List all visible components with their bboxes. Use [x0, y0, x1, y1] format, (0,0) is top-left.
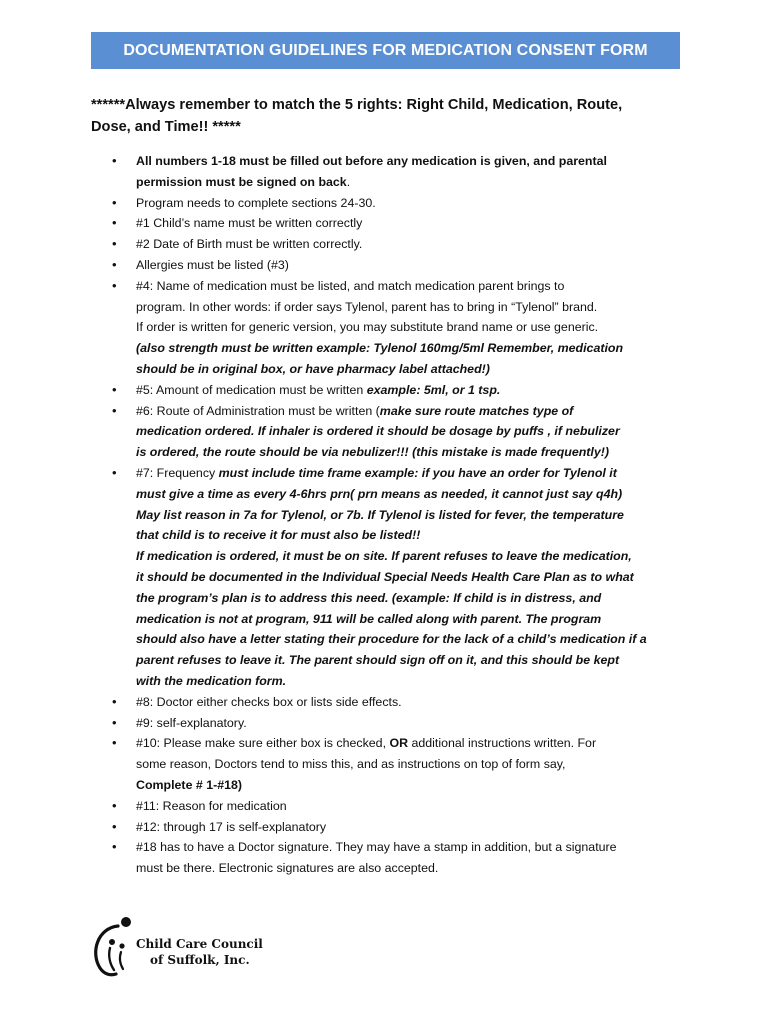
intro-rights-reminder [91, 94, 691, 138]
list-item [91, 255, 691, 276]
list-item-text: is ordered, the route should be via nebulizer!!! (this mistake is made frequently!) [136, 445, 609, 460]
list-item-text: • #4: Name of medication must be listed, and match medication parent brings to [136, 278, 565, 293]
list-item-text: #8: Doctor either checks box or lists side effects. [136, 694, 402, 709]
list-item-text: #6: Route of Administration must be written ( [136, 403, 380, 418]
list-item [91, 713, 691, 734]
list-item-text: that child is to receive it for must also be listed!! [136, 528, 421, 543]
list-item-text: medication is not at program, 911 will be called along with parent. The program [136, 611, 602, 626]
list-item [91, 234, 691, 255]
list-item-text: the program’s plan is to address this need. (example: If child is in distress, and [136, 590, 602, 605]
list-item-text: must include time frame example: if you have an order for Tylenol it [218, 465, 617, 480]
list-item-text: should also have a letter stating their procedure for the lack of a child’s medication if a [136, 632, 647, 647]
list-item [91, 463, 691, 692]
list-item-text: make sure route matches type of [379, 403, 574, 418]
list-item [91, 213, 691, 234]
list-item-text: #7: Frequency [136, 465, 219, 480]
list-item [91, 380, 691, 401]
list-item-text: Allergies must be listed (#3) [136, 257, 289, 272]
list-item [91, 151, 691, 193]
logo-line: Child Care Council [136, 937, 263, 951]
list-item-text: should be in original box, or have pharmacy label attached!) [136, 361, 490, 376]
list-item-text: permission must be signed on back [136, 174, 347, 189]
list-item-text: May list reason in 7a for Tylenol, or 7b. If Tylenol is listed for fever, the temperature [136, 507, 624, 522]
list-item [91, 692, 691, 713]
list-item [91, 817, 691, 838]
list-item [91, 837, 691, 879]
list-item-text: parent refuses to leave it. The parent should sign off on it, and this should be kept [136, 653, 620, 668]
list-item-text: with the medication form. [136, 673, 287, 688]
list-item-text: • All numbers 1-18 must be filled out before any medication is given, and parental [136, 154, 607, 168]
list-item-text: medication ordered. If inhaler is ordered it should be dosage by puffs , if nebulizer [136, 424, 620, 439]
list-item-text: • #18 has to have a Doctor signature. They may have a stamp in addition, but a signature [136, 840, 617, 855]
list-item [91, 733, 691, 795]
intro-line: Dose, and Time!! ***** [91, 119, 241, 135]
list-item-text: If medication is ordered, it must be on site. If parent refuses to leave the medication, [136, 549, 632, 564]
intro-line: ******Always remember to match the 5 rights: Right Child, Medication, Route, [91, 97, 623, 113]
list-item-text: (also strength must be written example: Tylenol 160mg/5ml Remember, medication [136, 341, 624, 356]
page-title: DOCUMENTATION GUIDELINES FOR MEDICATION CONSENT FORM [91, 32, 680, 69]
list-item-text: #9: self-explanatory. [136, 715, 247, 730]
list-item-text: #1 Child’s name must be written correctly [136, 216, 363, 231]
list-item [91, 193, 691, 214]
list-item-text: it should be documented in the Individual Special Needs Health Care Plan as to what [136, 569, 634, 584]
list-item-text: If order is written for generic version, you may substitute brand name or use generic. [136, 320, 599, 335]
list-item-text: #12: through 17 is self-explanatory [136, 819, 327, 834]
list-item-text: . [346, 174, 351, 189]
list-item-text: some reason, Doctors tend to miss this, and as instructions on top of form say, [136, 757, 566, 772]
list-item-text: #2 Date of Birth must be written correctly. [136, 237, 363, 252]
list-item-text: Program needs to complete sections 24-30. [136, 195, 376, 210]
list-item [91, 276, 691, 380]
list-item-text: must be there. Electronic signatures are also accepted. [136, 861, 439, 876]
council-logo-text [136, 936, 263, 968]
list-item-text: Complete # 1-#18) [136, 777, 243, 792]
list-item-text: #5: Amount of medication must be written [136, 382, 367, 397]
list-item-text: additional instructions written. For [408, 736, 597, 751]
list-item-text: program. In other words: if order says Tylenol, parent has to bring in “Tylenol” brand. [136, 299, 598, 314]
list-item-text: OR [389, 736, 409, 751]
list-item-text: must give a time as every 4-6hrs prn( prn means as needed, it cannot just say q4h) [136, 486, 623, 501]
list-item [91, 796, 691, 817]
list-item-text: example: 5ml, or 1 tsp. [366, 382, 501, 397]
guidelines-list [91, 151, 691, 879]
list-item-text: #10: Please make sure either box is checked, [136, 736, 390, 751]
logo-line: of Suffolk, Inc. [150, 953, 250, 967]
list-item-text: #11: Reason for medication [136, 798, 287, 813]
list-item [91, 401, 691, 463]
